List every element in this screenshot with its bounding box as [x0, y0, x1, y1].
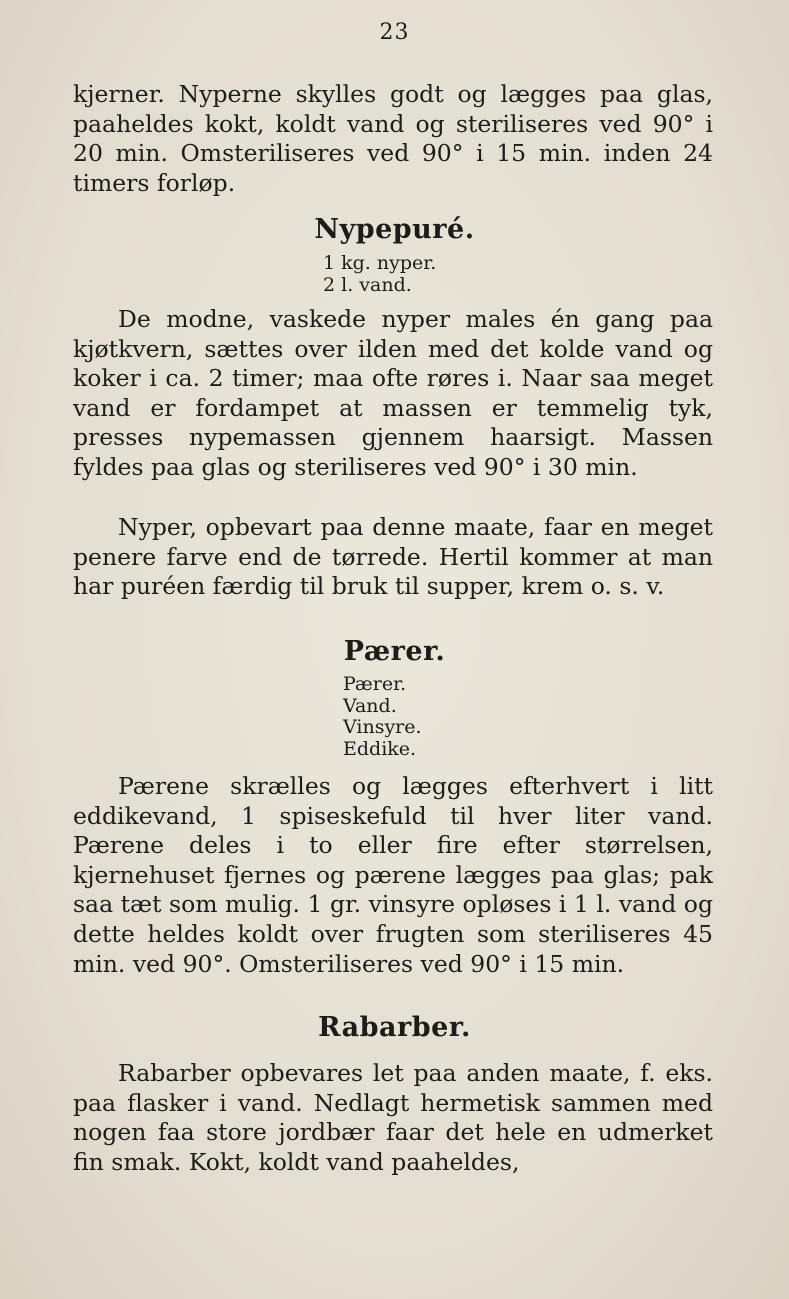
paragraph-nypepure-method: De modne, vaskede nyper males én gang paa kjøtkvern, sættes over ilden med det kolde vand og koker i ca. 2 timer; maa ofte røres i. Naar saa meget vand er fordampet at massen er temmelig tyk, presses nypemassen gjennem haarsigt. Massen fyldes paa glas og steriliseres ved 90° i 30 min. — [73, 305, 713, 481]
paragraph-nypepure-note: Nyper, opbevart paa denne maate, faar en meget penere farve end de tørrede. Hertil kommer at man har puréen færdig til bruk til supper, krem o. s. v. — [73, 513, 713, 601]
ingredient-item: 1 kg. nyper. — [323, 252, 437, 274]
page-number: 23 — [379, 20, 410, 45]
ingredient-item: Vand. — [343, 694, 397, 717]
paragraph-rabarber-method: Rabarber opbevares let paa anden maate, f. eks. paa flasker i vand. Nedlagt hermetisk sammen med nogen faa store jordbær faar det hele en udmerket fin smak. Kokt, koldt vand paaheldes, — [73, 1059, 713, 1176]
ingredient-item: Pærer. — [343, 673, 407, 695]
ingredient-item: 2 l. vand. — [323, 273, 412, 296]
heading-paerer: Pærer. — [343, 636, 446, 667]
paragraph-paerer-method: Pærene skrælles og lægges efterhvert i litt eddikevand, 1 spiseskefuld til hver liter vand. Pærene deles i to eller fire efter størrelsen, kjernehuset fjernes og pærene lægges paa glas; pak saa tæt som mulig. 1 gr. vinsyre opløses i 1 l. vand og dette heldes koldt over frugten som steriliseres 45 min. ved 90°. Omsteriliseres ved 90° i 15 min. — [73, 772, 713, 978]
ingredient-list-nypepure — [323, 253, 436, 296]
paragraph-rosehip-continued: kjerner. Nyperne skylles godt og lægges paa glas, paaheldes kokt, koldt vand og steriliseres ved 90° i 20 min. Omsteriliseres ved 90° i 15 min. inden 24 timers forløp. — [73, 80, 713, 197]
ingredient-item: Eddike. — [343, 737, 417, 760]
ingredient-item: Vinsyre. — [343, 716, 422, 738]
ingredient-list-paerer — [343, 674, 422, 760]
heading-nypepure: Nypepuré. — [314, 214, 475, 245]
heading-rabarber: Rabarber. — [318, 1012, 471, 1043]
